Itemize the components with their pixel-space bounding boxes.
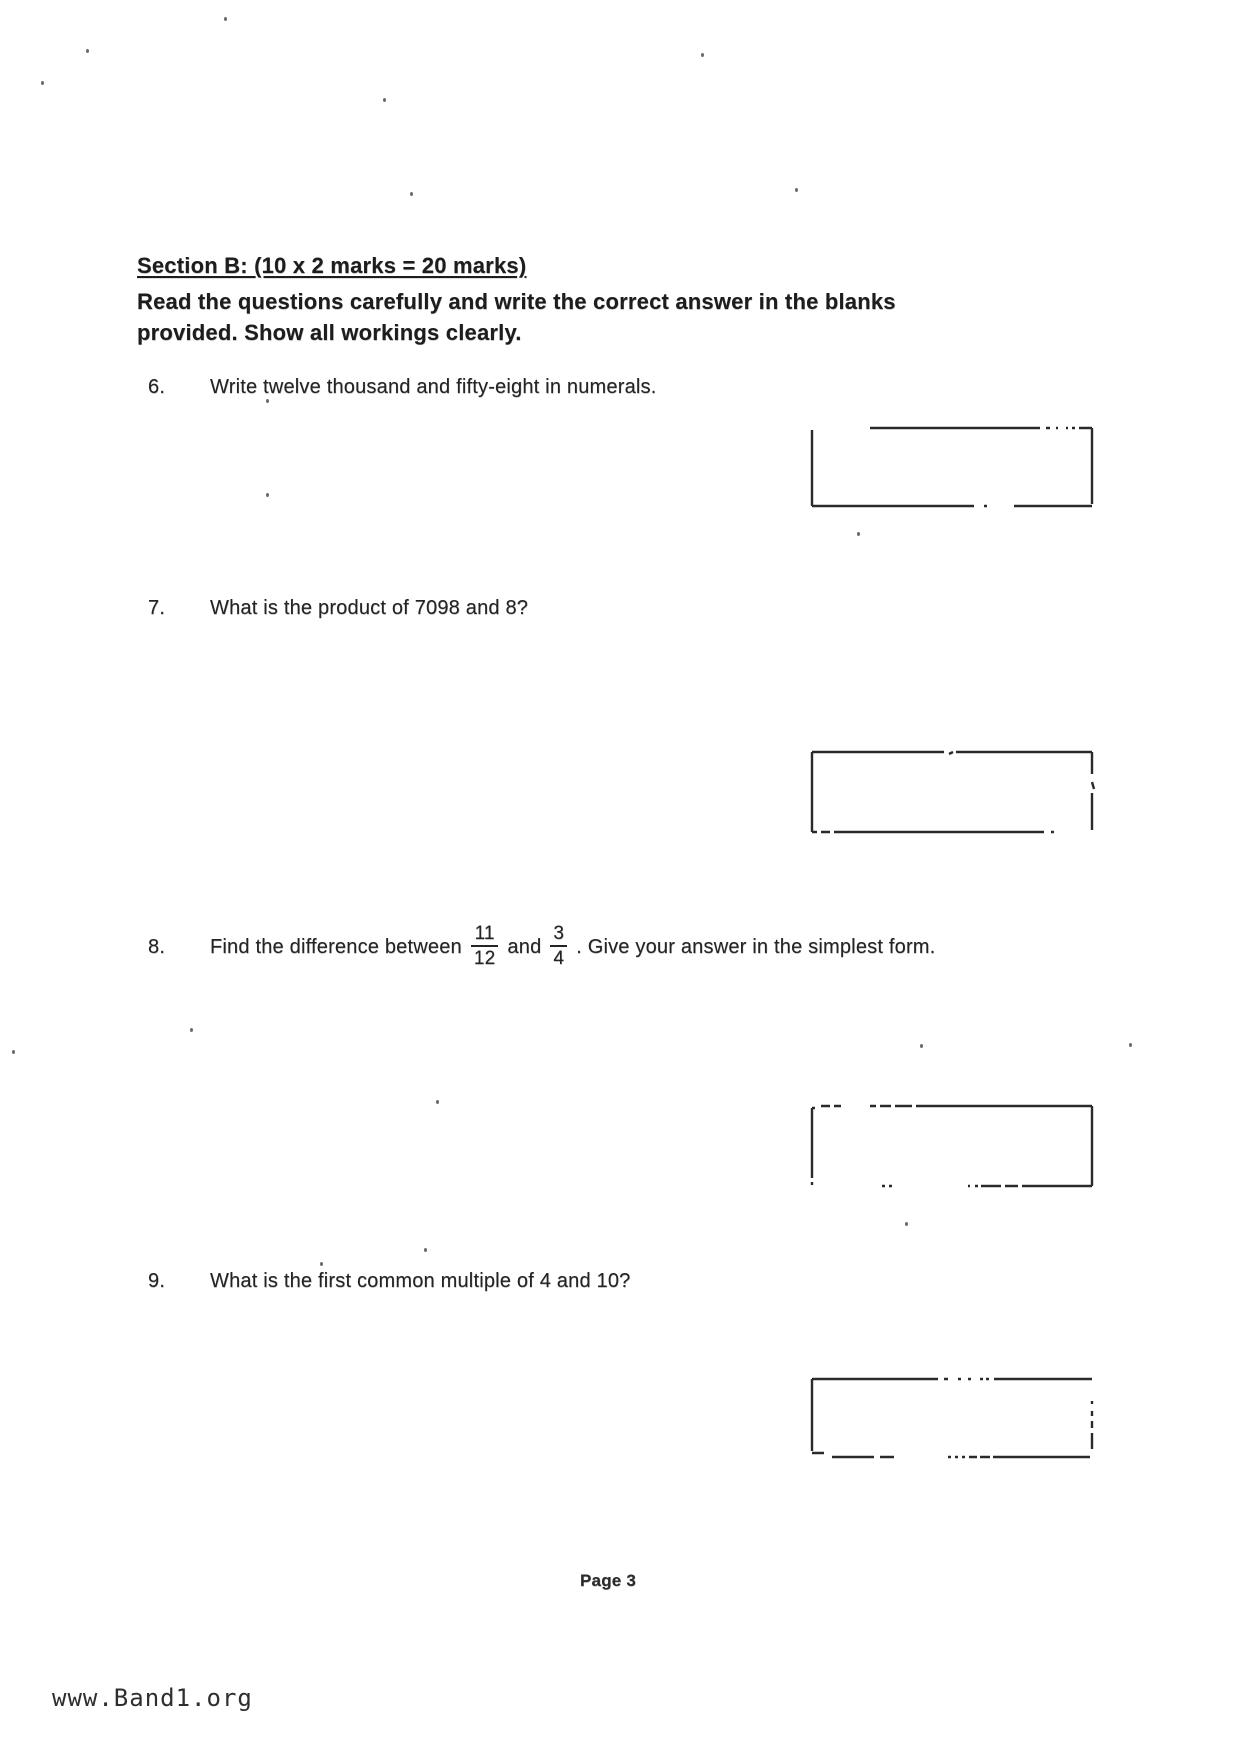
scan-speck	[905, 1222, 908, 1226]
question-8-conjunction: and	[507, 935, 542, 958]
question-9-text: What is the first common multiple of 4 and 10?	[210, 1270, 631, 1292]
question-6-number: 6.	[148, 376, 166, 398]
scan-speck	[436, 1100, 439, 1104]
answer-box-q7[interactable]	[808, 748, 1096, 834]
question-9-number: 9.	[148, 1270, 166, 1292]
scan-speck	[1129, 1043, 1132, 1047]
question-6	[148, 376, 657, 399]
answer-box-q9[interactable]	[808, 1375, 1096, 1461]
page-number-label: Page 3	[580, 1571, 637, 1590]
question-7	[148, 597, 528, 620]
fraction-denominator: 4	[550, 945, 567, 970]
question-8	[148, 912, 935, 982]
scan-speck	[266, 399, 269, 403]
fraction-11-12	[471, 923, 499, 970]
scan-speck	[383, 98, 386, 102]
answer-box-border	[808, 1375, 1096, 1461]
scan-speck	[266, 493, 269, 497]
scan-speck	[320, 1262, 323, 1266]
scan-speck	[857, 532, 860, 536]
instructions-line-2: provided. Show all workings clearly.	[137, 320, 522, 345]
question-7-text: What is the product of 7098 and 8?	[210, 597, 529, 619]
scan-speck	[410, 192, 413, 196]
scan-speck	[224, 17, 227, 21]
answer-box-q6[interactable]	[808, 424, 1096, 510]
section-title: Section B: (10 x 2 marks = 20 marks)	[137, 253, 527, 278]
scan-speck	[701, 53, 704, 57]
scan-speck	[190, 1028, 193, 1032]
instructions-line-1: Read the questions carefully and write the correct answer in the blanks	[137, 289, 896, 314]
fraction-numerator: 3	[553, 922, 565, 944]
question-7-number: 7.	[148, 597, 166, 619]
fraction-3-4	[550, 923, 567, 970]
question-9	[148, 1270, 631, 1293]
question-8-text-before: Find the difference between	[210, 935, 462, 958]
fraction-numerator: 11	[474, 922, 495, 944]
question-8-text-after: . Give your answer in the simplest form.	[576, 935, 936, 958]
answer-box-border	[808, 748, 1096, 834]
answer-box-border	[808, 1102, 1096, 1188]
question-8-number: 8.	[148, 935, 166, 958]
fraction-denominator: 12	[471, 945, 499, 970]
scan-speck	[795, 188, 798, 192]
answer-box-q8[interactable]	[808, 1102, 1096, 1188]
scan-speck	[41, 81, 44, 85]
scan-speck	[12, 1050, 15, 1054]
question-6-text: Write twelve thousand and fifty-eight in numerals.	[210, 376, 657, 398]
scan-speck	[920, 1044, 923, 1048]
scan-speck	[86, 49, 89, 53]
site-watermark: www.Band1.org	[52, 1684, 253, 1712]
answer-box-border	[808, 424, 1096, 510]
scan-speck	[424, 1248, 427, 1252]
